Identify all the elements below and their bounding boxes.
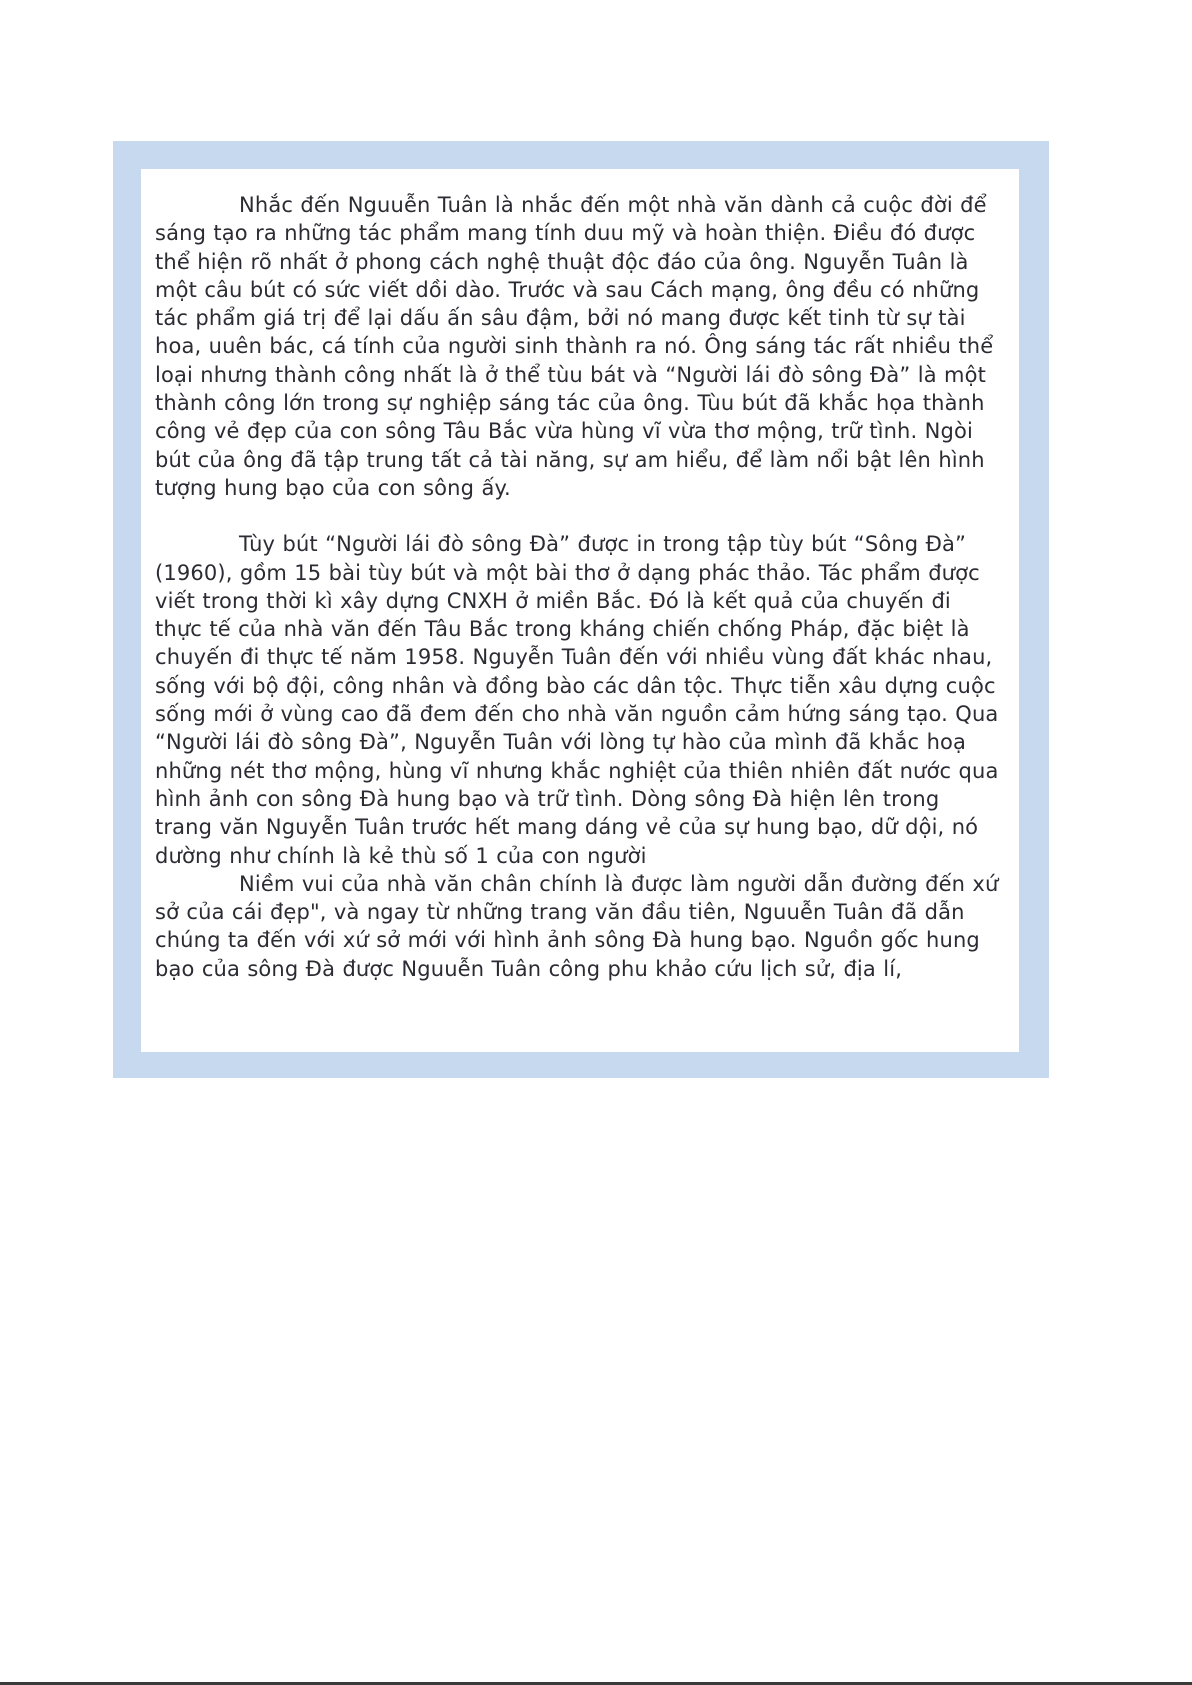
paragraph-river: Niềm vui của nhà văn chân chính là được làm người dẫn đường đến xứ sở của cái đẹp", và ngay từ những trang văn đầu tiên, Nguuễn Tuân đã dẫn chúng ta đến với xứ sở mới với hình ảnh sông Đà hung bạo. Nguồn gốc hung bạo của sông Đà được Nguuễn Tuân công phu khảo cứu lịch sử, địa lí, bbox=[155, 871, 999, 981]
document-page bbox=[141, 169, 1019, 1052]
document-frame bbox=[113, 141, 1049, 1078]
paragraph-context: Tùy bút “Người lái đò sông Đà” được in trong tập tùy bút “Sông Đà” (1960), gồm 15 bài tùy bút và một bài thơ ở dạng phác thảo. Tác phẩm được viết trong thời kì xây dựng CNXH ở miền Bắc. Đó là kết quả của chuyến đi thực tế của nhà văn đến Tâu Bắc trong kháng chiến chống Pháp, đặc biệt là chuyến đi thực tế năm 1958. Nguyễn Tuân đến với nhiều vùng đất khác nhau, sống với bộ đội, công nhân và đồng bào các dân tộc. Thực tiễn xâu dựng cuộc sống mới ở vùng cao đã đem đến cho nhà văn nguồn cảm hứng sáng tạo. Qua “Người lái đò sông Đà”, Nguyễn Tuân với lòng tự hào của mình đã khắc hoạ những nét thơ mộng, hùng vĩ nhưng khắc nghiệt của thiên nhiên đất nước qua hình ảnh con sông Đà hung bạo và trữ tình. Dòng sông Đà hiện lên trong trang văn Nguyễn Tuân trước hết mang dáng vẻ của sự hung bạo, dữ dội, nó dường như chính là kẻ thù số 1 của con người bbox=[155, 532, 999, 868]
paragraph-intro: Nhắc đến Nguuễn Tuân là nhắc đến một nhà văn dành cả cuộc đời để sáng tạo ra những tác phẩm mang tính duu mỹ và hoàn thiện. Điều đó được thể hiện rõ nhất ở phong cách nghệ thuật độc đáo của ông. Nguyễn Tuân là một câu bút có sức viết dồi dào. Trước và sau Cách mạng, ông đều có những tác phẩm giá trị để lại dấu ấn sâu đậm, bởi nó mang được kết tinh từ sự tài hoa, uuên bác, cá tính của người sinh thành ra nó. Ông sáng tác rất nhiều thể loại nhưng thành công nhất là ở thể tùu bát và “Người lái đò sông Đà” là một thành công lớn trong sự nghiệp sáng tác của ông. Tùu bút đã khắc họa thành công vẻ đẹp của con sông Tâu Bắc vừa hùng vĩ vừa thơ mộng, trữ tình. Ngòi bút của ông đã tập trung tất cả tài năng, sự am hiểu, để làm nổi bật lên hình tượng hung bạo của con sông ấy. bbox=[155, 193, 994, 500]
